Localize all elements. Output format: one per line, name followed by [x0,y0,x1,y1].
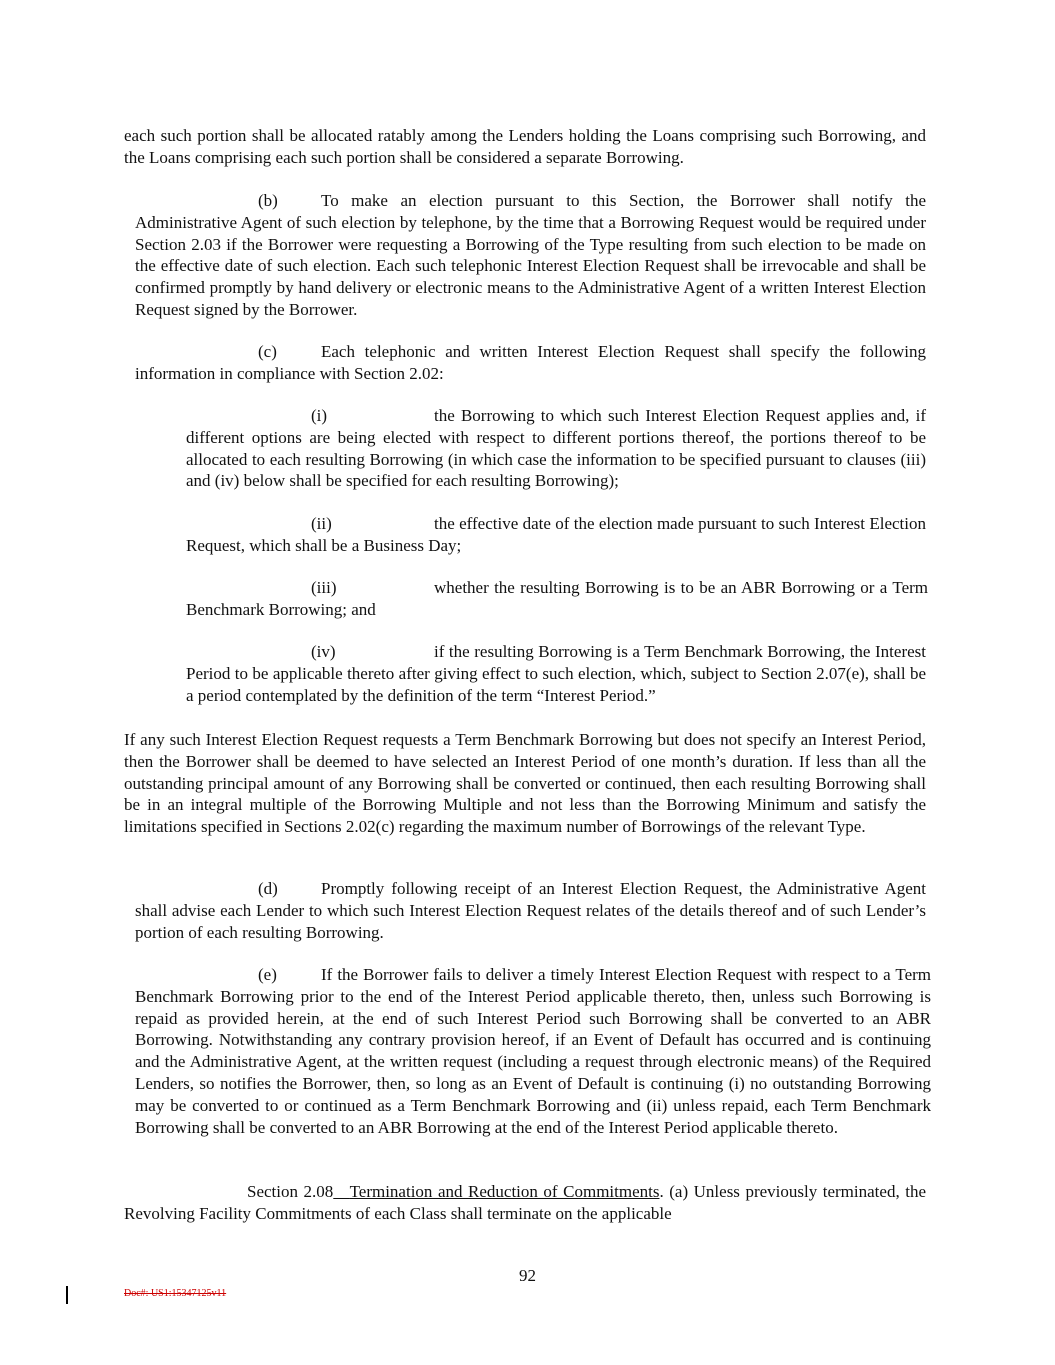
clause-label-d: (d) [258,879,278,898]
section-gap [333,1182,349,1201]
section-text: . (a) Unless previously terminated, the Revolving Facility Commitments of each Class shall terminate on the applicable [124,1182,926,1223]
subclause-i [186,405,926,492]
section-heading: Termination and Reduction of Commitments [349,1182,660,1201]
clause-text-b: To make an election pursuant to this Section, the Borrower shall notify the Administrative Agent of such election by telephone, by the time that a Borrowing Request would be required under Section 2.03 if the Borrower were requesting a Borrowing of the Type resulting from such election to be made on the effective date of such election. Each such telephonic Interest Election Request shall be irrevocable and shall be confirmed promptly by hand delivery or electronic means to the Administrative Agent of a written Interest Election Request signed by the Borrower. [135,191,926,319]
clause-label-c: (c) [258,342,277,361]
paragraph-interest-period: If any such Interest Election Request requests a Term Benchmark Borrowing but does not specify an Interest Period, then the Borrower shall be deemed to have selected an Interest Period of one month’s duration. If less than all the outstanding principal amount of any Borrowing shall be converted or continued, then each resulting Borrowing shall be in an integral multiple of the Borrowing Multiple and not less than the Borrowing Minimum and satisfy the limitations specified in Sections 2.02(c) regarding the maximum number of Borrowings of the relevant Type. [124,730,926,837]
revision-bar [66,1286,68,1304]
paragraph-c [135,341,926,385]
paragraph-e [135,964,931,1138]
subclause-text-iv: if the resulting Borrowing is a Term Benchmark Borrowing, the Interest Period to be applicable thereto after giving effect to such election, which, subject to Section 2.07(e), shall be a period contemplated by the definition of the term “Interest Period.” [186,642,926,705]
subclause-text-iii: whether the resulting Borrowing is to be an ABR Borrowing or a Term Benchmark Borrowing; and [186,578,928,619]
subclause-label-iii: (iii) [311,578,337,597]
section-2-08 [124,1181,926,1225]
page-number: 92 [519,1266,536,1285]
clause-label-b: (b) [258,191,278,210]
subclause-text-i: the Borrowing to which such Interest Election Request applies and, if different options are being elected with respect to different portions thereof, the portions thereof to be allocated to each resulting Borrowing (in which case the information to be specified pursuant to clauses (iii) and (iv) below shall be specified for each resulting Borrowing); [186,406,926,491]
subclause-label-i: (i) [311,406,328,425]
section-number: Section 2.08 [247,1182,334,1201]
subclause-label-ii: (ii) [311,514,332,533]
clause-text-d: Promptly following receipt of an Interest Election Request, the Administrative Agent shall advise each Lender to which such Interest Election Request relates of the details thereof and of such Lender’s portion of each resulting Borrowing. [135,879,926,942]
subclause-text-ii: the effective date of the election made pursuant to such Interest Election Request, which shall be a Business Day; [186,514,926,555]
subclause-iii [186,577,928,621]
paragraph-d [135,878,926,943]
subclause-label-iv: (iv) [311,642,336,661]
paragraph-b [135,190,926,321]
clause-label-e: (e) [258,965,277,984]
clause-text-e: If the Borrower fails to deliver a timely Interest Election Request with respect to a Term Benchmark Borrowing prior to the end of the Interest Period applicable thereto, then, unless such Borrowing is repaid as provided herein, at the end of such Interest Period such Borrowing shall be converted to an ABR Borrowing. Notwithstanding any contrary provision hereof, if an Event of Default has occurred and is continuing and the Administrative Agent, at the written request (including a request through electronic means) of the Required Lenders, so notifies the Borrower, then, so long as an Event of Default is continuing (i) no outstanding Borrowing may be converted to or continued as a Term Benchmark Borrowing and (ii) unless repaid, each Term Benchmark Borrowing shall be converted to an ABR Borrowing at the end of the Interest Period applicable thereto. [135,965,931,1137]
subclause-ii [186,513,926,557]
paragraph-continuation: each such portion shall be allocated ratably among the Lenders holding the Loans comprising such Borrowing, and the Loans comprising each such portion shall be considered a separate Borrowing. [124,126,926,167]
subclause-iv [186,641,926,706]
clause-text-c: Each telephonic and written Interest Election Request shall specify the following information in compliance with Section 2.02: [135,342,926,383]
document-id: Doc#: US1:15347125v11 [124,1288,227,1299]
